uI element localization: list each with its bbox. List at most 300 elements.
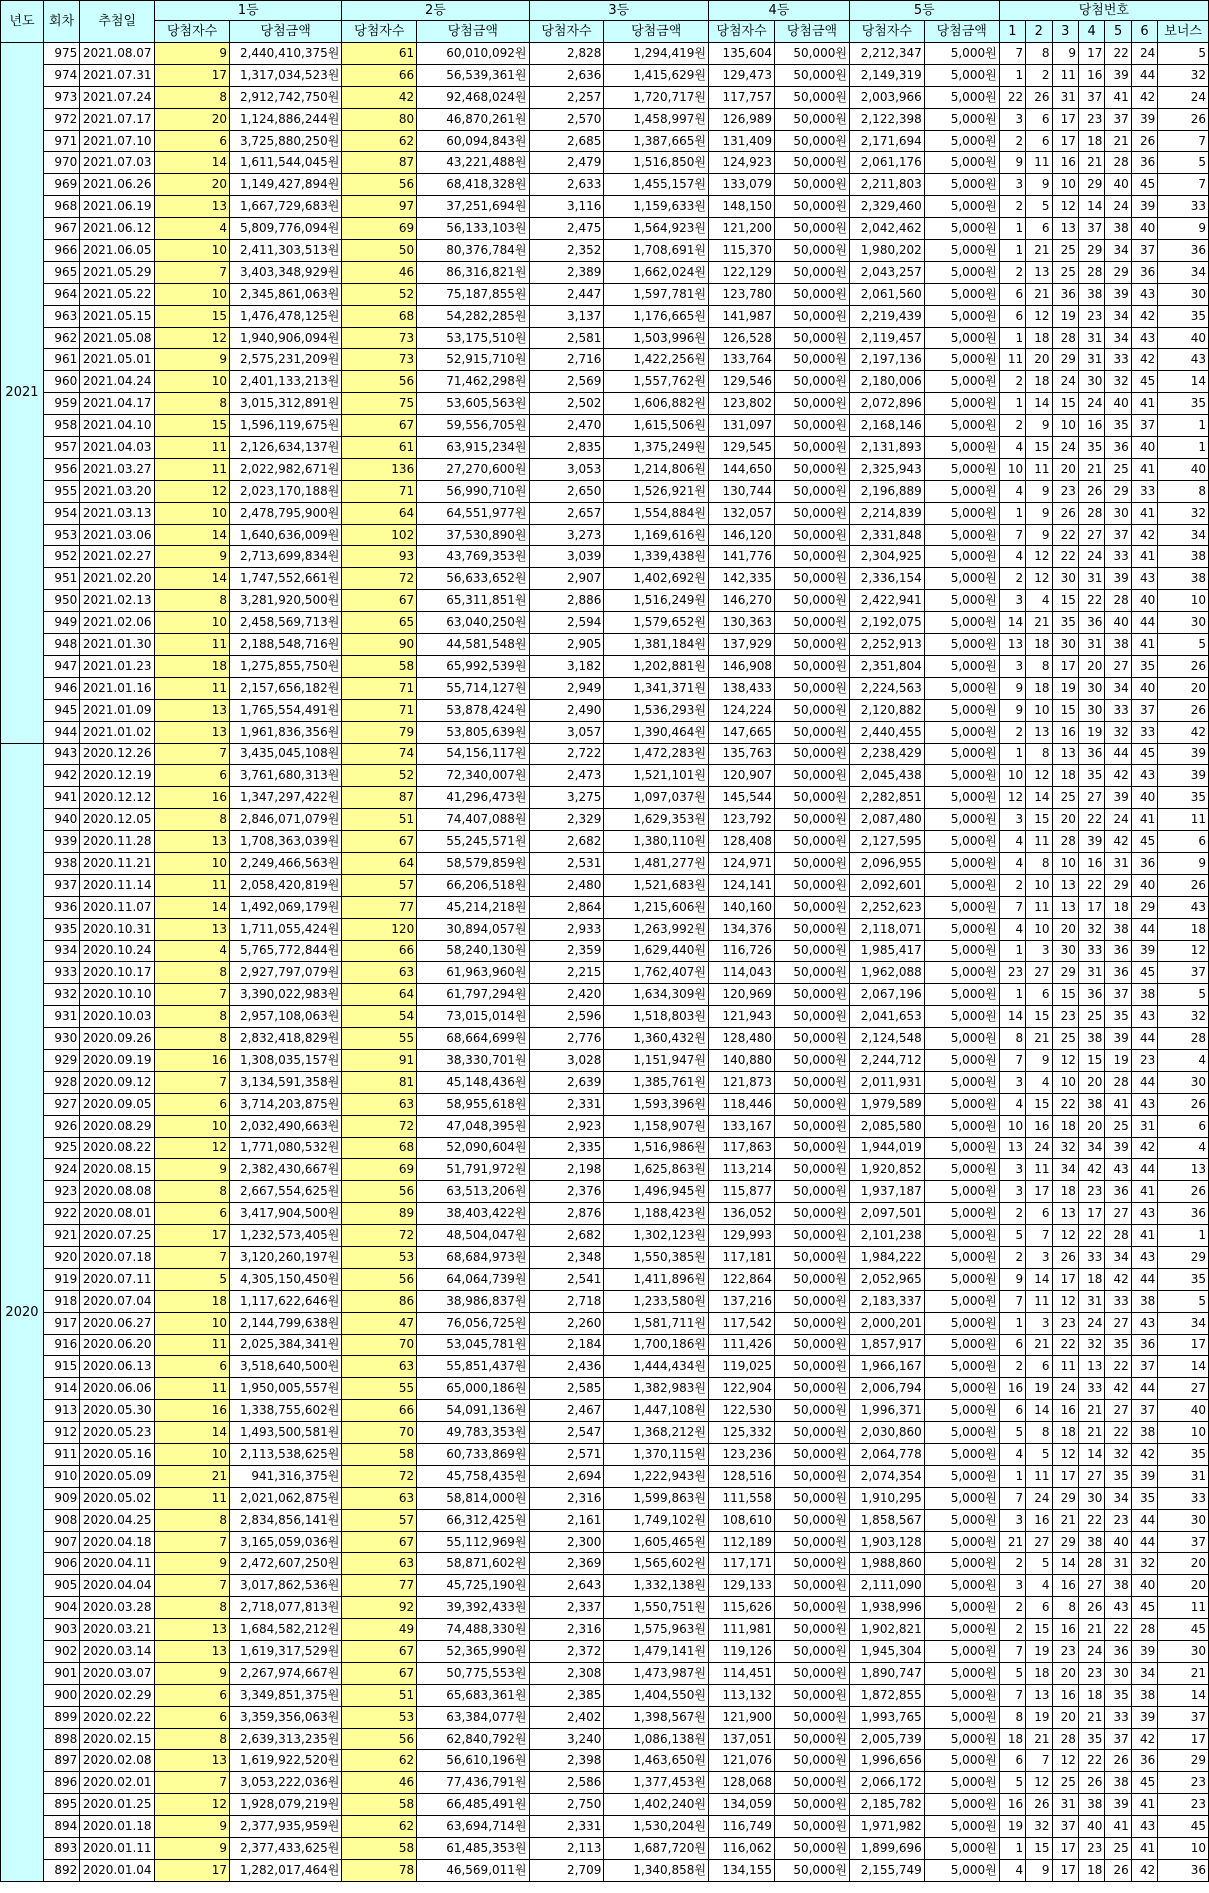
rank2-winners-cell: 63 (342, 1487, 417, 1509)
ball-1-cell: 7 (999, 1684, 1025, 1706)
rank1-winners-cell: 7 (155, 1071, 230, 1093)
rank3-winners-cell: 2,502 (529, 393, 604, 415)
rank1-amount-cell: 2,382,430,667원 (230, 1159, 342, 1181)
table-row (1, 218, 1209, 240)
ball-5-cell: 40 (1105, 612, 1131, 634)
rank4-winners-cell: 121,200 (709, 218, 775, 240)
rank2-amount-cell: 60,733,869원 (417, 1444, 529, 1466)
rank1-winners-cell: 17 (155, 64, 230, 86)
rank5-amount-cell: 5,000원 (924, 568, 999, 590)
round-cell: 902 (43, 1641, 79, 1663)
ball-5-cell: 39 (1105, 1137, 1131, 1159)
rank3-winners-cell: 2,473 (529, 765, 604, 787)
ball-6-cell: 33 (1131, 480, 1157, 502)
rank2-amount-cell: 45,148,436원 (417, 1071, 529, 1093)
rank1-amount-cell: 1,711,055,424원 (230, 918, 342, 940)
rank3-amount-cell: 1,390,464원 (604, 721, 709, 743)
ball-1-cell: 2 (999, 721, 1025, 743)
ball-4-cell: 21 (1078, 1400, 1104, 1422)
ball-6-cell: 38 (1131, 1422, 1157, 1444)
rank1-amount-cell: 1,149,427,894원 (230, 174, 342, 196)
rank5-winners-cell: 2,252,623 (849, 896, 924, 918)
rank4-amount-cell: 50,000원 (775, 874, 850, 896)
rank3-amount-cell: 1,625,863원 (604, 1159, 709, 1181)
ball-1-cell: 10 (999, 1115, 1025, 1137)
ball-6-cell: 37 (1131, 240, 1157, 262)
draw-date-cell: 2020.09.26 (80, 1028, 155, 1050)
rank1-amount-cell: 1,117,622,646원 (230, 1290, 342, 1312)
ball-5-cell: 37 (1105, 1728, 1131, 1750)
table-row (1, 1422, 1209, 1444)
rank4-amount-cell: 50,000원 (775, 371, 850, 393)
header-rank-1: 1등 (155, 1, 342, 21)
rank3-amount-cell: 1,332,138원 (604, 1575, 709, 1597)
ball-6-cell: 45 (1131, 831, 1157, 853)
draw-date-cell: 2020.12.05 (80, 809, 155, 831)
ball-2-cell: 11 (1026, 458, 1052, 480)
rank3-amount-cell: 1,381,184원 (604, 634, 709, 656)
ball-6-cell: 44 (1131, 64, 1157, 86)
ball-6-cell: 36 (1131, 852, 1157, 874)
rank4-winners-cell: 116,749 (709, 1816, 775, 1838)
rank4-winners-cell: 135,763 (709, 743, 775, 765)
rank5-winners-cell: 2,214,839 (849, 502, 924, 524)
rank3-winners-cell: 2,639 (529, 1071, 604, 1093)
round-cell: 914 (43, 1378, 79, 1400)
draw-date-cell: 2021.06.19 (80, 196, 155, 218)
rank1-winners-cell: 6 (155, 1684, 230, 1706)
rank4-winners-cell: 122,864 (709, 1268, 775, 1290)
bonus-ball-cell: 26 (1158, 655, 1209, 677)
ball-3-cell: 13 (1052, 218, 1078, 240)
rank4-amount-cell: 50,000원 (775, 1772, 850, 1794)
rank5-amount-cell: 5,000원 (924, 524, 999, 546)
bonus-ball-cell: 26 (1158, 108, 1209, 130)
rank2-amount-cell: 56,610,196원 (417, 1750, 529, 1772)
bonus-ball-cell: 24 (1158, 86, 1209, 108)
ball-3-cell: 25 (1052, 1772, 1078, 1794)
rank2-winners-cell: 51 (342, 1684, 417, 1706)
rank4-amount-cell: 50,000원 (775, 64, 850, 86)
ball-6-cell: 44 (1131, 612, 1157, 634)
rank2-amount-cell: 50,775,553원 (417, 1662, 529, 1684)
ball-3-cell: 11 (1052, 64, 1078, 86)
rank3-amount-cell: 1,086,138원 (604, 1728, 709, 1750)
rank5-winners-cell: 2,244,712 (849, 1049, 924, 1071)
bonus-ball-cell: 36 (1158, 1859, 1209, 1881)
draw-date-cell: 2020.08.22 (80, 1137, 155, 1159)
rank5-winners-cell: 2,329,460 (849, 196, 924, 218)
rank1-amount-cell: 5,765,772,844원 (230, 940, 342, 962)
ball-2-cell: 20 (1026, 349, 1052, 371)
table-row (1, 1028, 1209, 1050)
ball-5-cell: 34 (1105, 305, 1131, 327)
ball-4-cell: 16 (1078, 64, 1104, 86)
rank2-winners-cell: 46 (342, 1772, 417, 1794)
ball-3-cell: 20 (1052, 458, 1078, 480)
draw-date-cell: 2020.01.11 (80, 1838, 155, 1860)
rank3-winners-cell: 2,316 (529, 1487, 604, 1509)
bonus-ball-cell: 33 (1158, 1487, 1209, 1509)
rank1-winners-cell: 10 (155, 1115, 230, 1137)
ball-6-cell: 39 (1131, 1641, 1157, 1663)
draw-date-cell: 2020.05.16 (80, 1444, 155, 1466)
rank1-amount-cell: 2,377,935,959원 (230, 1816, 342, 1838)
rank4-amount-cell: 50,000원 (775, 349, 850, 371)
ball-3-cell: 21 (1052, 1509, 1078, 1531)
rank2-amount-cell: 43,221,488원 (417, 152, 529, 174)
round-cell: 963 (43, 305, 79, 327)
bonus-ball-cell: 30 (1158, 283, 1209, 305)
rank4-winners-cell: 121,873 (709, 1071, 775, 1093)
rank3-amount-cell: 1,411,896원 (604, 1268, 709, 1290)
rank3-winners-cell: 3,116 (529, 196, 604, 218)
ball-2-cell: 8 (1026, 43, 1052, 65)
round-cell: 942 (43, 765, 79, 787)
year-cell: 2021 (1, 43, 44, 744)
rank2-winners-cell: 91 (342, 1049, 417, 1071)
ball-1-cell: 2 (999, 1356, 1025, 1378)
table-row (1, 1444, 1209, 1466)
rank1-amount-cell: 1,596,119,675원 (230, 415, 342, 437)
rank2-amount-cell: 74,407,088원 (417, 809, 529, 831)
rank5-winners-cell: 1,910,295 (849, 1487, 924, 1509)
rank2-amount-cell: 75,187,855원 (417, 283, 529, 305)
rank2-winners-cell: 51 (342, 809, 417, 831)
ball-4-cell: 22 (1078, 1225, 1104, 1247)
round-cell: 939 (43, 831, 79, 853)
rank1-amount-cell: 1,492,069,179원 (230, 896, 342, 918)
rank1-winners-cell: 14 (155, 524, 230, 546)
rank4-amount-cell: 50,000원 (775, 809, 850, 831)
ball-1-cell: 9 (999, 152, 1025, 174)
rank1-amount-cell: 2,713,699,834원 (230, 546, 342, 568)
ball-5-cell: 28 (1105, 152, 1131, 174)
round-cell: 971 (43, 130, 79, 152)
rank2-amount-cell: 74,488,330원 (417, 1619, 529, 1641)
rank5-winners-cell: 2,087,480 (849, 809, 924, 831)
rank5-amount-cell: 5,000원 (924, 896, 999, 918)
ball-1-cell: 2 (999, 1203, 1025, 1225)
ball-4-cell: 22 (1078, 809, 1104, 831)
table-row (1, 64, 1209, 86)
bonus-ball-cell: 14 (1158, 1684, 1209, 1706)
ball-1-cell: 2 (999, 1597, 1025, 1619)
ball-3-cell: 24 (1052, 437, 1078, 459)
ball-4-cell: 36 (1078, 612, 1104, 634)
ball-2-cell: 12 (1026, 1772, 1052, 1794)
rank2-winners-cell: 71 (342, 677, 417, 699)
ball-4-cell: 40 (1078, 1816, 1104, 1838)
rank3-winners-cell: 2,372 (529, 1641, 604, 1663)
ball-6-cell: 41 (1131, 809, 1157, 831)
rank4-amount-cell: 50,000원 (775, 415, 850, 437)
ball-3-cell: 13 (1052, 1203, 1078, 1225)
rank1-winners-cell: 8 (155, 1006, 230, 1028)
rank5-amount-cell: 5,000원 (924, 852, 999, 874)
rank3-amount-cell: 1,097,037원 (604, 787, 709, 809)
rank3-winners-cell: 3,057 (529, 721, 604, 743)
round-cell: 974 (43, 64, 79, 86)
rank5-amount-cell: 5,000원 (924, 1641, 999, 1663)
rank4-amount-cell: 50,000원 (775, 480, 850, 502)
rank5-amount-cell: 5,000원 (924, 1181, 999, 1203)
ball-5-cell: 37 (1105, 524, 1131, 546)
round-cell: 966 (43, 240, 79, 262)
round-cell: 927 (43, 1093, 79, 1115)
rank2-amount-cell: 38,403,422원 (417, 1203, 529, 1225)
bonus-ball-cell: 29 (1158, 1750, 1209, 1772)
rank5-winners-cell: 2,351,804 (849, 655, 924, 677)
rank5-amount-cell: 5,000원 (924, 1400, 999, 1422)
rank2-amount-cell: 38,330,701원 (417, 1049, 529, 1071)
rank5-amount-cell: 5,000원 (924, 546, 999, 568)
rank1-winners-cell: 12 (155, 1137, 230, 1159)
table-row (1, 1816, 1209, 1838)
round-cell: 913 (43, 1400, 79, 1422)
bonus-ball-cell: 20 (1158, 1553, 1209, 1575)
table-row (1, 634, 1209, 656)
rank1-winners-cell: 8 (155, 1728, 230, 1750)
ball-5-cell: 35 (1105, 1334, 1131, 1356)
rank5-amount-cell: 5,000원 (924, 787, 999, 809)
round-cell: 957 (43, 437, 79, 459)
ball-2-cell: 12 (1026, 568, 1052, 590)
table-row (1, 415, 1209, 437)
round-cell: 958 (43, 415, 79, 437)
ball-4-cell: 38 (1078, 1794, 1104, 1816)
rank3-winners-cell: 3,039 (529, 546, 604, 568)
ball-6-cell: 24 (1131, 43, 1157, 65)
rank5-winners-cell: 2,192,075 (849, 612, 924, 634)
rank1-amount-cell: 1,308,035,157원 (230, 1049, 342, 1071)
ball-5-cell: 43 (1105, 1597, 1131, 1619)
rank1-amount-cell: 2,126,634,137원 (230, 437, 342, 459)
ball-2-cell: 11 (1026, 1159, 1052, 1181)
ball-3-cell: 12 (1052, 1750, 1078, 1772)
ball-6-cell: 40 (1131, 787, 1157, 809)
ball-2-cell: 15 (1026, 437, 1052, 459)
rank4-winners-cell: 108,610 (709, 1509, 775, 1531)
ball-4-cell: 20 (1078, 655, 1104, 677)
header-winners: 당첨자수 (849, 21, 924, 43)
rank5-winners-cell: 2,331,848 (849, 524, 924, 546)
ball-6-cell: 36 (1131, 1334, 1157, 1356)
ball-3-cell: 30 (1052, 634, 1078, 656)
rank1-amount-cell: 3,359,356,063원 (230, 1706, 342, 1728)
round-cell: 892 (43, 1859, 79, 1881)
rank3-winners-cell: 2,300 (529, 1531, 604, 1553)
rank3-amount-cell: 1,634,309원 (604, 984, 709, 1006)
rank4-winners-cell: 117,757 (709, 86, 775, 108)
round-cell: 972 (43, 108, 79, 130)
rank5-winners-cell: 1,996,656 (849, 1750, 924, 1772)
ball-5-cell: 22 (1105, 1356, 1131, 1378)
rank2-amount-cell: 30,894,057원 (417, 918, 529, 940)
ball-3-cell: 12 (1052, 1444, 1078, 1466)
ball-1-cell: 2 (999, 130, 1025, 152)
rank3-winners-cell: 2,716 (529, 349, 604, 371)
table-row (1, 743, 1209, 765)
rank5-winners-cell: 2,074,354 (849, 1465, 924, 1487)
rank3-winners-cell: 2,541 (529, 1268, 604, 1290)
ball-1-cell: 5 (999, 1772, 1025, 1794)
header-winners: 당첨자수 (342, 21, 417, 43)
rank1-amount-cell: 1,611,544,045원 (230, 152, 342, 174)
rank1-winners-cell: 7 (155, 1772, 230, 1794)
rank3-winners-cell: 2,569 (529, 371, 604, 393)
ball-3-cell: 20 (1052, 1706, 1078, 1728)
ball-4-cell: 23 (1078, 305, 1104, 327)
ball-1-cell: 3 (999, 174, 1025, 196)
bonus-ball-cell: 1 (1158, 415, 1209, 437)
table-row (1, 1684, 1209, 1706)
ball-4-cell: 14 (1078, 196, 1104, 218)
rank1-amount-cell: 2,718,077,813원 (230, 1597, 342, 1619)
rank2-winners-cell: 66 (342, 940, 417, 962)
draw-date-cell: 2020.02.01 (80, 1772, 155, 1794)
table-row (1, 1662, 1209, 1684)
rank3-amount-cell: 1,503,996원 (604, 327, 709, 349)
rank2-amount-cell: 45,758,435원 (417, 1465, 529, 1487)
rank1-amount-cell: 2,058,420,819원 (230, 874, 342, 896)
rank4-winners-cell: 146,908 (709, 655, 775, 677)
bonus-ball-cell: 32 (1158, 1006, 1209, 1028)
rank4-winners-cell: 120,907 (709, 765, 775, 787)
rank3-winners-cell: 2,348 (529, 1246, 604, 1268)
ball-4-cell: 33 (1078, 1246, 1104, 1268)
ball-4-cell: 13 (1078, 1356, 1104, 1378)
rank3-winners-cell: 2,585 (529, 1378, 604, 1400)
rank4-amount-cell: 50,000원 (775, 1662, 850, 1684)
ball-1-cell: 7 (999, 1049, 1025, 1071)
rank1-amount-cell: 2,575,231,209원 (230, 349, 342, 371)
rank2-amount-cell: 56,133,103원 (417, 218, 529, 240)
rank4-amount-cell: 50,000원 (775, 1531, 850, 1553)
rank4-winners-cell: 133,167 (709, 1115, 775, 1137)
rank4-amount-cell: 50,000원 (775, 1575, 850, 1597)
draw-date-cell: 2020.06.06 (80, 1378, 155, 1400)
ball-1-cell: 4 (999, 831, 1025, 853)
ball-5-cell: 39 (1105, 568, 1131, 590)
ball-4-cell: 30 (1078, 1487, 1104, 1509)
rank5-winners-cell: 2,440,455 (849, 721, 924, 743)
ball-1-cell: 12 (999, 787, 1025, 809)
ball-2-cell: 21 (1026, 1728, 1052, 1750)
ball-3-cell: 17 (1052, 1268, 1078, 1290)
rank4-winners-cell: 148,150 (709, 196, 775, 218)
rank4-winners-cell: 121,900 (709, 1706, 775, 1728)
table-row (1, 984, 1209, 1006)
rank2-amount-cell: 63,513,206원 (417, 1181, 529, 1203)
ball-3-cell: 22 (1052, 1093, 1078, 1115)
round-cell: 896 (43, 1772, 79, 1794)
bonus-ball-cell: 12 (1158, 940, 1209, 962)
round-cell: 897 (43, 1750, 79, 1772)
ball-6-cell: 42 (1131, 1728, 1157, 1750)
table-row (1, 699, 1209, 721)
ball-5-cell: 21 (1105, 130, 1131, 152)
table-row (1, 787, 1209, 809)
rank5-winners-cell: 2,155,749 (849, 1859, 924, 1881)
rank3-amount-cell: 1,687,720원 (604, 1838, 709, 1860)
ball-3-cell: 17 (1052, 1465, 1078, 1487)
rank3-winners-cell: 2,260 (529, 1312, 604, 1334)
rank3-winners-cell: 2,308 (529, 1662, 604, 1684)
rank2-amount-cell: 53,605,563원 (417, 393, 529, 415)
ball-6-cell: 43 (1131, 283, 1157, 305)
rank3-amount-cell: 1,202,881원 (604, 655, 709, 677)
rank1-amount-cell: 1,928,079,219원 (230, 1794, 342, 1816)
draw-date-cell: 2020.06.27 (80, 1312, 155, 1334)
rank4-amount-cell: 50,000원 (775, 1487, 850, 1509)
ball-6-cell: 40 (1131, 218, 1157, 240)
ball-3-cell: 13 (1052, 743, 1078, 765)
rank4-amount-cell: 50,000원 (775, 1093, 850, 1115)
round-cell: 955 (43, 480, 79, 502)
rank2-amount-cell: 71,462,298원 (417, 371, 529, 393)
round-cell: 951 (43, 568, 79, 590)
rank4-amount-cell: 50,000원 (775, 283, 850, 305)
rank3-amount-cell: 1,214,806원 (604, 458, 709, 480)
ball-6-cell: 38 (1131, 1290, 1157, 1312)
rank3-amount-cell: 1,516,986원 (604, 1137, 709, 1159)
ball-2-cell: 18 (1026, 677, 1052, 699)
rank1-winners-cell: 13 (155, 1750, 230, 1772)
rank3-amount-cell: 1,564,923원 (604, 218, 709, 240)
rank2-amount-cell: 46,569,011원 (417, 1859, 529, 1881)
ball-4-cell: 35 (1078, 765, 1104, 787)
table-row (1, 86, 1209, 108)
bonus-ball-cell: 34 (1158, 261, 1209, 283)
rank1-amount-cell: 1,619,922,520원 (230, 1750, 342, 1772)
rank2-amount-cell: 49,783,353원 (417, 1422, 529, 1444)
rank4-amount-cell: 50,000원 (775, 677, 850, 699)
rank1-winners-cell: 9 (155, 1838, 230, 1860)
bonus-ball-cell: 35 (1158, 305, 1209, 327)
rank3-amount-cell: 1,550,751원 (604, 1597, 709, 1619)
draw-date-cell: 2020.11.14 (80, 874, 155, 896)
rank1-amount-cell: 3,015,312,891원 (230, 393, 342, 415)
ball-6-cell: 41 (1131, 634, 1157, 656)
ball-4-cell: 14 (1078, 1444, 1104, 1466)
rank2-amount-cell: 77,436,791원 (417, 1772, 529, 1794)
round-cell: 941 (43, 787, 79, 809)
bonus-ball-cell: 30 (1158, 1641, 1209, 1663)
rank2-amount-cell: 47,048,395원 (417, 1115, 529, 1137)
draw-date-cell: 2021.05.01 (80, 349, 155, 371)
draw-date-cell: 2021.03.13 (80, 502, 155, 524)
header-rank-3: 3등 (529, 1, 708, 21)
rank3-amount-cell: 1,455,157원 (604, 174, 709, 196)
rank1-amount-cell: 1,667,729,683원 (230, 196, 342, 218)
rank4-winners-cell: 123,802 (709, 393, 775, 415)
rank2-amount-cell: 65,992,539원 (417, 655, 529, 677)
rank4-amount-cell: 50,000원 (775, 1750, 850, 1772)
rank5-amount-cell: 5,000원 (924, 371, 999, 393)
rank4-amount-cell: 50,000원 (775, 86, 850, 108)
rank1-amount-cell: 3,134,591,358원 (230, 1071, 342, 1093)
ball-5-cell: 33 (1105, 349, 1131, 371)
draw-date-cell: 2020.03.28 (80, 1597, 155, 1619)
ball-5-cell: 30 (1105, 502, 1131, 524)
rank5-winners-cell: 2,064,778 (849, 1444, 924, 1466)
rank1-winners-cell: 13 (155, 699, 230, 721)
rank3-winners-cell: 2,329 (529, 809, 604, 831)
rank1-winners-cell: 9 (155, 1662, 230, 1684)
round-cell: 903 (43, 1619, 79, 1641)
rank4-winners-cell: 133,764 (709, 349, 775, 371)
